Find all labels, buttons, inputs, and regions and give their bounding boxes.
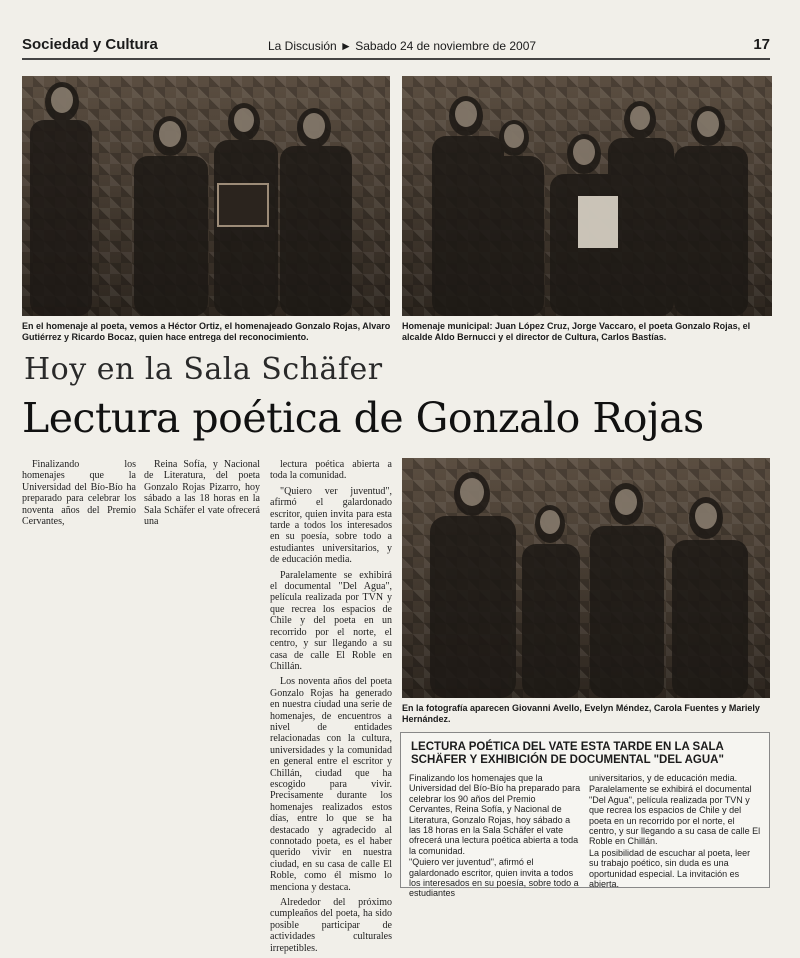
page-number: 17	[753, 36, 770, 53]
article-headline: Lectura poética de Gonzalo Rojas	[22, 394, 704, 442]
header-rule	[22, 58, 770, 60]
photo-figures-2	[402, 76, 772, 316]
paragraph: "Quiero ver juventud", afirmó el galardonado escritor, quien invita a todos los interesados en su poesía, sobre todo a estudiantes	[409, 857, 579, 899]
article-kicker: Hoy en la Sala Schäfer	[24, 352, 383, 387]
article-column-2	[144, 459, 260, 531]
summary-column-right	[589, 773, 761, 890]
photo-figures-3	[402, 458, 770, 698]
dateline: La Discusión ► Sabado 24 de noviembre de 2007	[268, 39, 537, 53]
summary-column-left	[409, 773, 581, 900]
summary-box	[400, 732, 770, 899]
paragraph: universitarios, y de educación media.	[589, 773, 738, 783]
article-column-1	[22, 459, 136, 531]
paragraph: "Quiero ver juventud", afirmó el galardonado escritor, quien invita para esta tarde a todos los interesados en su poesía, sobre todo a estudiantes universitarios, y de educación media.	[270, 485, 392, 566]
photo-caption-3: En la fotografía aparecen Giovanni Avello, Evelyn Méndez, Carola Fuentes y Mariely Hernández.	[402, 703, 760, 724]
article-column-3	[270, 459, 392, 958]
paragraph: Reina Sofía, y Nacional de Literatura, del poeta Gonzalo Rojas Pizarro, hoy sábado a las 18 horas en la Sala Schäfer el vate ofrecerá una	[144, 459, 260, 528]
paragraph: Alrededor del próximo cumpleaños del poeta, ha sido posible participar de actividades culturales irrepetibles.	[270, 897, 392, 954]
paragraph: Paralelamente se exhibirá el documental "Del Agua", película realizada por TVN y que recrea los espacios de Chile y del poeta en un recorrido por el norte, el centro, y sur llegando a su casa de calle El Roble en Chillán.	[589, 784, 761, 847]
page-header	[22, 36, 770, 56]
paragraph: La posibilidad de escuchar al poeta, leer su trabajo poético, sin duda es una oportunidad especial. La invitación es abierta.	[589, 847, 751, 890]
summary-title: LECTURA POÉTICA DEL VATE ESTA TARDE EN LA SALA SCHÄFER Y EXHIBICIÓN DE DOCUMENTAL "DEL AGUA"	[411, 741, 724, 766]
photo-figures-1	[22, 76, 390, 316]
paragraph: Paralelamente se exhibirá el documental "Del Agua", película realizada por TVN y que recrea los espacios de Chile y del poeta en un recorrido por el norte, el centro, y sur llegando a su casa de calle El Roble en Chillán.	[270, 569, 392, 672]
photo-homenaje-municipal	[402, 76, 772, 316]
paragraph: lectura poética abierta a toda la comunidad.	[270, 459, 392, 482]
paragraph: Los noventa años del poeta Gonzalo Rojas ha generado en nuestra ciudad una serie de homenajes, de encuentros a nivel de entidades relacionadas con la cultura, universidades y la comunidad en general entre el escritor y Chillán, ciudad que ha escogido para vivir. Precisamente durante los homenajes realizados estos días, entre lo que se ha destacado y agradecido al connotado poeta, es el haber querido vivir en nuestra ciudad, en su casa de calle El Roble, como él mismo lo menciona y destaca.	[270, 676, 392, 893]
paragraph: Finalizando los homenajes que la Universidad del Bío-Bío ha preparado para celebrar los noventa años del Premio Cervantes,	[22, 459, 136, 528]
photo-homenaje-poeta	[22, 76, 390, 316]
photo-asistentes	[402, 458, 770, 698]
paragraph: Finalizando los homenajes que la Universidad del Bío-Bío ha preparado para celebrar los 90 años del Premio Cervantes, Reina Sofía, y Nacional de Literatura, Gonzalo Rojas, hoy sábado a las 18 horas en la Sala Schäfer el vate ofrecerá una lectura poética abierta a toda la comunidad.	[409, 773, 581, 856]
photo-caption-2: Homenaje municipal: Juan López Cruz, Jorge Vaccaro, el poeta Gonzalo Rojas, el alcalde Aldo Bernucci y el director de Cultura, Carlos Bastías.	[402, 321, 751, 342]
photo-caption-1: En el homenaje al poeta, vemos a Héctor Ortiz, el homenajeado Gonzalo Rojas, Alvaro Gutiérrez y Ricardo Bocaz, quien hace entrega del reconocimiento.	[22, 321, 391, 342]
section-title: Sociedad y Cultura	[22, 36, 158, 53]
